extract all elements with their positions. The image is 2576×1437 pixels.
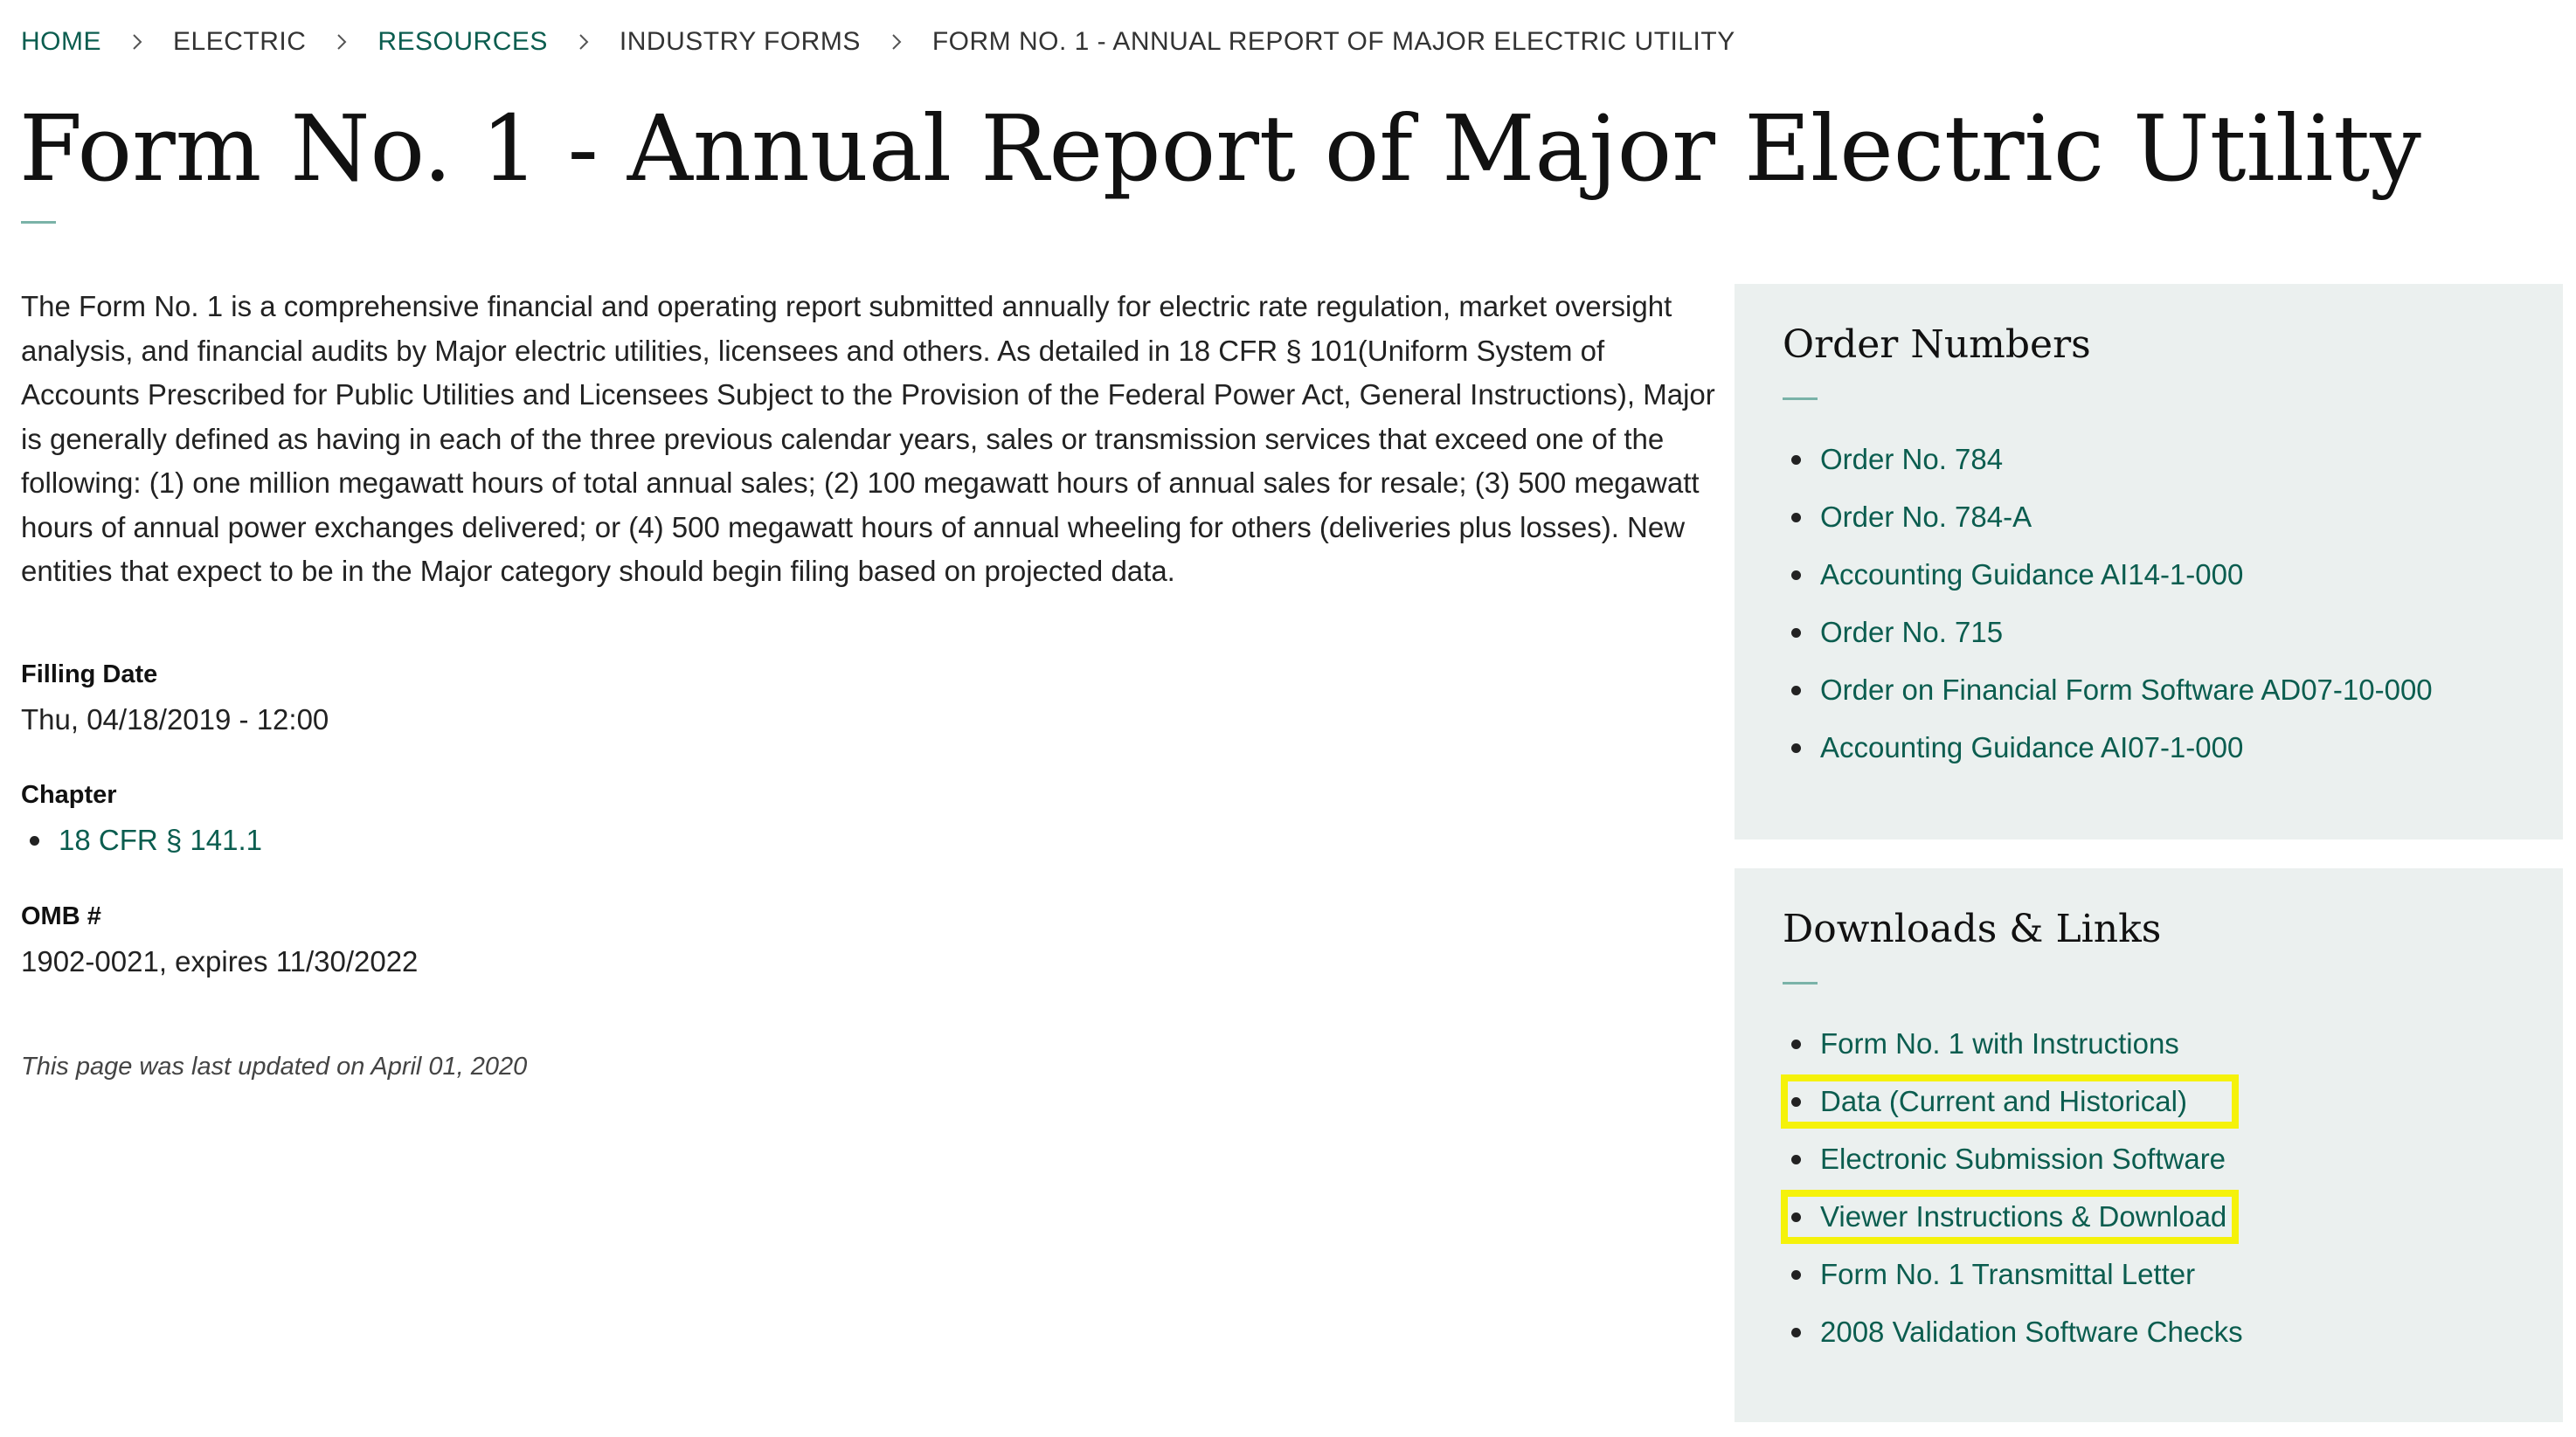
last-updated-note: This page was last updated on April 01, 2020 [21, 1053, 528, 1081]
order-numbers-title: Order Numbers [1783, 322, 2091, 367]
breadcrumb-resources[interactable]: RESOURCES [377, 27, 548, 56]
bullet-icon [1791, 1270, 1801, 1280]
order-link-ai07[interactable]: Accounting Guidance AI07-1-000 [1820, 731, 2244, 763]
bullet-icon [1791, 455, 1801, 465]
panel-accent-rule [1783, 397, 1818, 400]
breadcrumb-current-page: FORM NO. 1 - ANNUAL REPORT OF MAJOR ELECTRIC UTILITY [931, 27, 1735, 56]
downloads-links-title: Downloads & Links [1783, 907, 2162, 951]
order-link-ad07[interactable]: Order on Financial Form Software AD07-10-000 [1820, 674, 2433, 706]
chapter-label: Chapter [21, 781, 117, 809]
list-item [1783, 719, 2433, 777]
filing-date-value: Thu, 04/18/2019 - 12:00 [21, 703, 329, 736]
omb-value: 1902-0021, expires 11/30/2022 [21, 945, 419, 978]
bullet-icon [1791, 1212, 1801, 1222]
order-link-715[interactable]: Order No. 715 [1820, 616, 2004, 648]
list-item [1783, 1246, 2243, 1303]
bullet-icon [1791, 513, 1801, 522]
filing-date-label: Filling Date [21, 660, 158, 688]
breadcrumb-electric: ELECTRIC [173, 27, 307, 56]
bullet-icon [1791, 743, 1801, 753]
list-item [1783, 1015, 2243, 1073]
bullet-icon [30, 836, 39, 846]
omb-label: OMB # [21, 902, 101, 930]
chevron-right-icon [571, 29, 597, 55]
list-item [21, 821, 262, 860]
chevron-right-icon [883, 29, 910, 55]
order-numbers-list [1783, 431, 2433, 777]
panel-accent-rule [1783, 982, 1818, 984]
breadcrumb [21, 23, 1735, 61]
downloads-links-list [1783, 1015, 2243, 1361]
bullet-icon [1791, 686, 1801, 695]
list-item [1783, 546, 2433, 604]
list-item [1783, 1188, 2243, 1246]
list-item [1783, 488, 2433, 546]
title-accent-rule [21, 221, 56, 224]
bullet-icon [1791, 628, 1801, 638]
chevron-right-icon [124, 29, 150, 55]
breadcrumb-industry-forms: INDUSTRY FORMS [619, 27, 861, 56]
chapter-link[interactable]: 18 CFR § 141.1 [59, 824, 262, 856]
download-link-form-instructions[interactable]: Form No. 1 with Instructions [1820, 1027, 2179, 1060]
download-link-data[interactable]: Data (Current and Historical) [1820, 1085, 2187, 1117]
download-link-submission-software[interactable]: Electronic Submission Software [1820, 1143, 2226, 1175]
bullet-icon [1791, 570, 1801, 580]
download-link-viewer[interactable]: Viewer Instructions & Download [1820, 1200, 2227, 1233]
order-link-784a[interactable]: Order No. 784-A [1820, 501, 2032, 533]
download-link-validation-checks[interactable]: 2008 Validation Software Checks [1820, 1316, 2243, 1348]
chapter-list [21, 821, 262, 860]
page-title: Form No. 1 - Annual Report of Major Electric Utility [19, 95, 2421, 202]
download-link-transmittal-letter[interactable]: Form No. 1 Transmittal Letter [1820, 1258, 2196, 1290]
main-content [21, 285, 1725, 594]
bullet-icon [1791, 1040, 1801, 1049]
downloads-links-panel [1735, 868, 2563, 1422]
list-item [1783, 1130, 2243, 1188]
order-link-784[interactable]: Order No. 784 [1820, 443, 2004, 475]
bullet-icon [1791, 1097, 1801, 1107]
intro-paragraph: The Form No. 1 is a comprehensive financial and operating report submitted annually for electric rate regulation, market oversight analysis, and financial audits by Major electric utilities, licensees and others. As detailed in 18 CFR § 101(Uniform System of Accounts Prescribed for Public Utilities and Licensees Subject to the Provision of the Federal Power Act, General Instructions), Major is generally defined as having in each of the three previous calendar years, sales or transmission services that exceed one of the following: (1) one million megawatt hours of total annual sales; (2) 100 megawatt hours of annual sales for resale; (3) 500 megawatt hours of annual power exchanges delivered; or (4) 500 megawatt hours of annual wheeling for others (deliveries plus losses). New entities that expect to be in the Major category should begin filing based on projected data. [21, 290, 1715, 587]
breadcrumb-home[interactable]: HOME [21, 27, 101, 56]
list-item [1783, 661, 2433, 719]
order-link-ai14[interactable]: Accounting Guidance AI14-1-000 [1820, 558, 2244, 591]
list-item [1783, 1073, 2243, 1130]
chevron-right-icon [329, 29, 355, 55]
order-numbers-panel [1735, 284, 2563, 839]
list-item [1783, 1303, 2243, 1361]
bullet-icon [1791, 1155, 1801, 1164]
list-item [1783, 431, 2433, 488]
list-item [1783, 604, 2433, 661]
bullet-icon [1791, 1328, 1801, 1337]
